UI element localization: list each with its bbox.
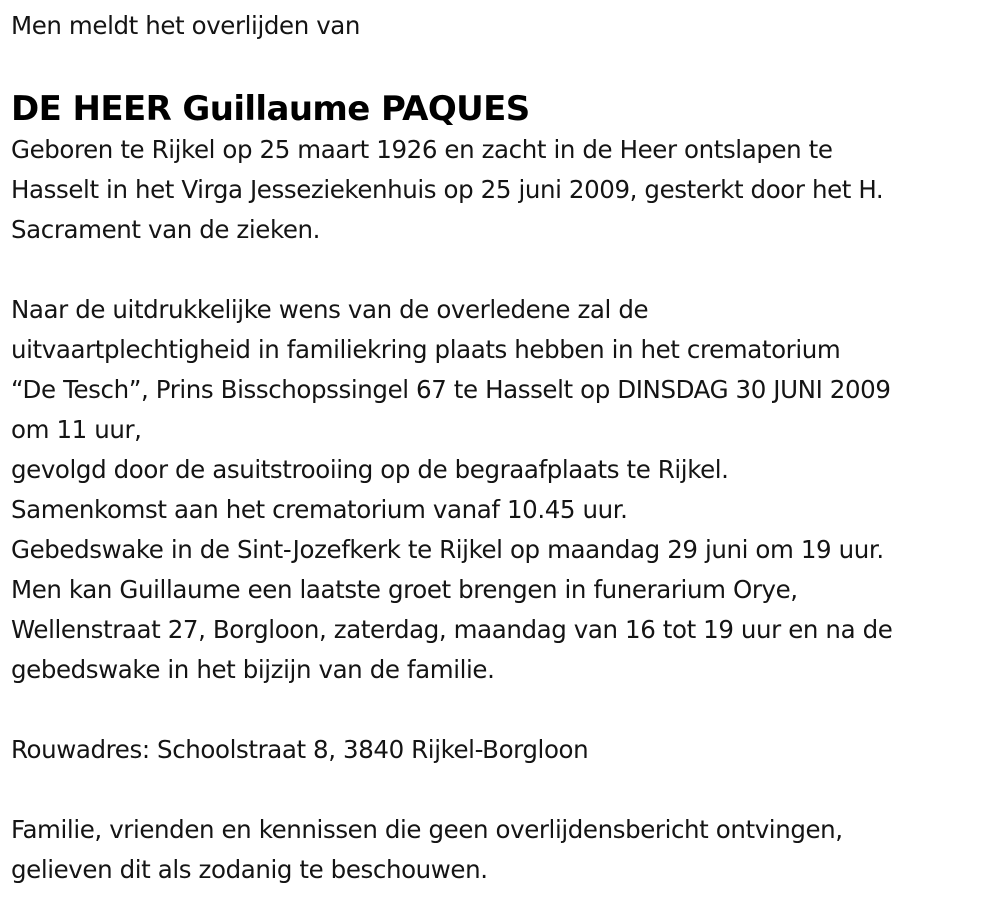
spacer	[11, 770, 996, 810]
spacer	[11, 250, 996, 290]
paragraph-line: gelieven dit als zodanig te beschouwen.	[11, 855, 488, 884]
paragraph-line: gevolgd door de asuitstrooiing op de begraafplaats te Rijkel.	[11, 455, 729, 484]
mourning-address: Rouwadres: Schoolstraat 8, 3840 Rijkel-Borgloon	[11, 735, 589, 764]
paragraph-line: Wellenstraat 27, Borgloon, zaterdag, maandag van 16 tot 19 uur en na de	[11, 615, 893, 644]
paragraph-line: Sacrament van de zieken.	[11, 215, 321, 244]
paragraph-line: Geboren te Rijkel op 25 maart 1926 en zacht in de Heer ontslapen te	[11, 135, 833, 164]
paragraph-line: “De Tesch”, Prins Bisschopssingel 67 te Hasselt op DINSDAG 30 JUNI 2009	[11, 375, 891, 404]
deceased-name: DE HEER Guillaume PAQUES	[11, 89, 530, 129]
paragraph-line: Gebedswake in de Sint-Jozefkerk te Rijkel op maandag 29 juni om 19 uur.	[11, 535, 884, 564]
paragraph-line: gebedswake in het bijzijn van de familie.	[11, 655, 495, 684]
birth-paragraph	[11, 130, 996, 250]
paragraph-line: uitvaartplechtigheid in familiekring plaats hebben in het crematorium	[11, 335, 841, 364]
ceremony-paragraph	[11, 290, 996, 690]
closing-paragraph	[11, 810, 996, 890]
paragraph-line: Samenkomst aan het crematorium vanaf 10.45 uur.	[11, 495, 628, 524]
paragraph-line: om 11 uur,	[11, 415, 142, 444]
paragraph-line: Men kan Guillaume een laatste groet brengen in funerarium Orye,	[11, 575, 798, 604]
paragraph-line: Hasselt in het Virga Jesseziekenhuis op 25 juni 2009, gesterkt door het H.	[11, 175, 884, 204]
paragraph-line: Naar de uitdrukkelijke wens van de overledene zal de	[11, 295, 649, 324]
paragraph-line: Familie, vrienden en kennissen die geen overlijdensbericht ontvingen,	[11, 815, 843, 844]
death-notice	[11, 6, 996, 890]
spacer	[11, 690, 996, 730]
intro-text: Men meldt het overlijden van	[11, 11, 361, 40]
